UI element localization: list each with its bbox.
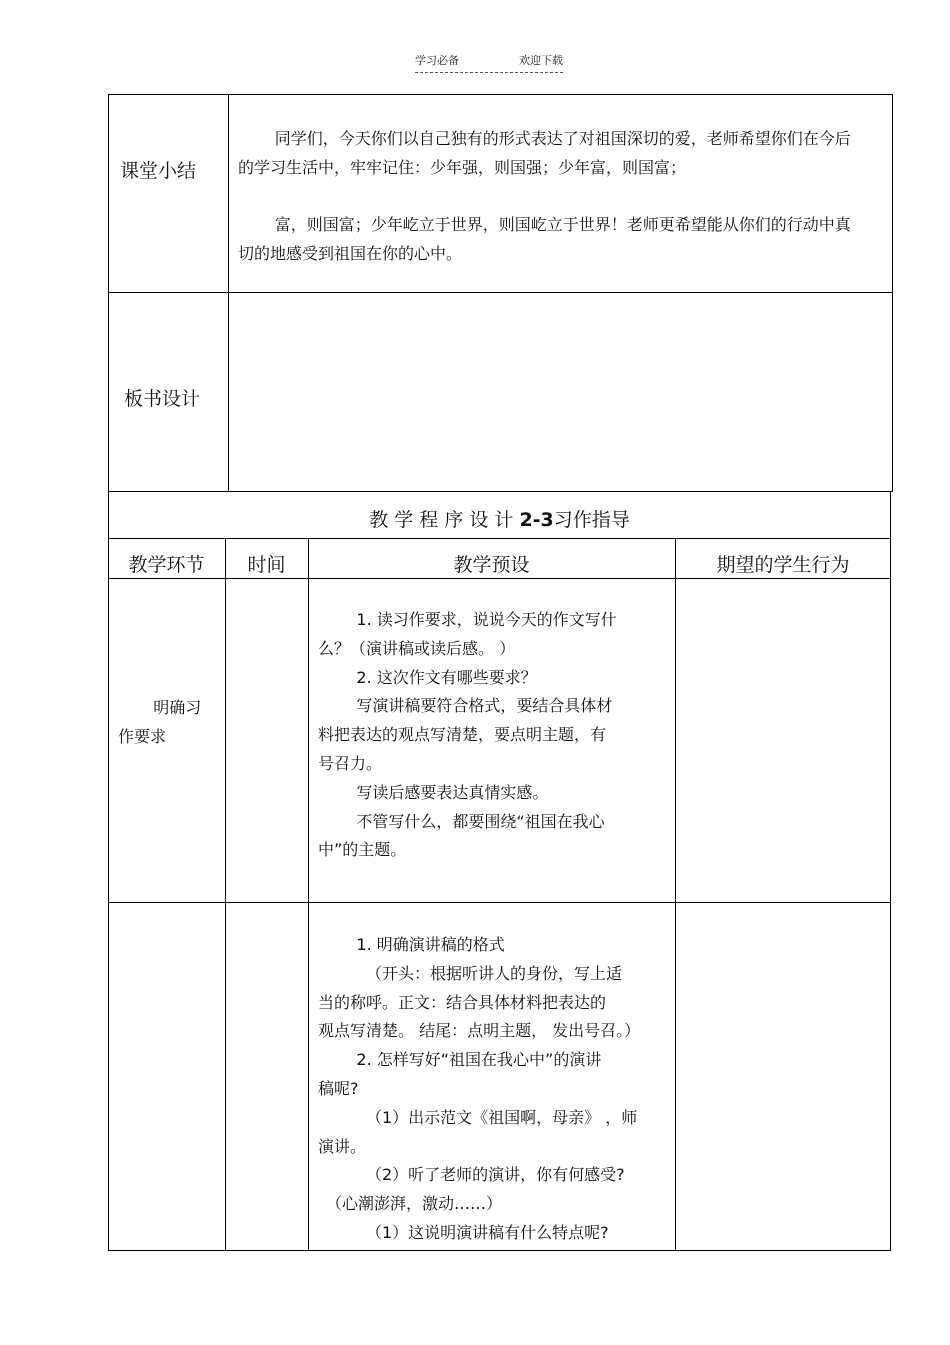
section-title	[108, 505, 891, 532]
row2-plan	[318, 931, 673, 1248]
column-header-plan: 教学预设	[453, 554, 530, 576]
summary-text	[238, 124, 852, 268]
row1-line: 2. 这次作文有哪些要求？	[356, 667, 537, 687]
header-left-text: 学习必备	[415, 54, 459, 67]
col-divider-3	[675, 538, 676, 1251]
header-row-divider	[108, 578, 891, 579]
row1-line: 号召力。	[318, 753, 383, 773]
board-label: 板书设计	[124, 388, 201, 410]
col-divider-2	[308, 538, 309, 1251]
row1-line: 1. 读习作要求，说说今天的作文写什	[356, 610, 617, 629]
row2-line: 演讲。	[318, 1136, 367, 1156]
row1-stage-line-2: 作要求	[118, 726, 167, 746]
section-title-number: 2-3	[519, 509, 554, 531]
row2-line: （1）出示范文《祖国啊，母亲》 ，师	[366, 1107, 638, 1127]
page-header	[415, 52, 563, 73]
summary-paragraph-2: 富，则国富；少年屹立于世界，则国屹立于世界！老师更希望能从你们的行动中真切的地感受到祖国在你的心中。	[238, 215, 851, 263]
column-header-time: 时间	[247, 554, 286, 576]
summary-label: 课堂小结	[120, 160, 197, 182]
row1-line: 写演讲稿要符合格式，要结合具体材	[356, 696, 613, 716]
row2-line: 当的称呼。正文：结合具体材料把表达的	[318, 992, 607, 1012]
row1-stage-line-1: 明确习	[153, 698, 202, 717]
row2-line: 稿呢?	[318, 1078, 359, 1098]
section-title-spaced: 教 学 程 序 设 计	[369, 509, 514, 531]
row2-line: （开头：根据听讲人的身份，写上适	[366, 963, 623, 983]
summary-paragraph-1: 同学们，今天你们以自己独有的形式表达了对祖国深切的爱，老师希望你们在今后的学习生活中，牢牢记住：少年强，则国强；少年富，则国富；	[238, 129, 851, 177]
row2-line: （1）这说明演讲稿有什么特点呢?	[366, 1222, 609, 1242]
row1-plan	[318, 606, 673, 865]
row1-line: 写读后感要表达真情实感。	[356, 782, 549, 802]
row2-line: 2. 怎样写好“祖国在我心中”的演讲	[356, 1050, 602, 1070]
row1-divider	[108, 902, 891, 903]
row2-line: 观点写清楚。 结尾：点明主题， 发出号召。）	[318, 1021, 641, 1041]
row1-line: 料把表达的观点写清楚，要点明主题，有	[318, 725, 607, 745]
column-header-behavior: 期望的学生行为	[716, 554, 850, 576]
summary-divider	[228, 94, 229, 492]
section-title-rest: 习作指导	[553, 509, 630, 531]
row1-stage	[118, 694, 218, 752]
row1-line: 么？（演讲稿或读后感。 ）	[318, 638, 516, 658]
row2-line: （心潮澎湃，激动……）	[326, 1194, 503, 1214]
row2-line: （2）听了老师的演讲，你有何感受?	[366, 1165, 625, 1185]
column-header-stage: 教学环节	[128, 554, 205, 576]
col-divider-1	[225, 538, 226, 1251]
summary-row-divider	[108, 292, 893, 293]
row2-line: 1. 明确演讲稿的格式	[356, 935, 505, 954]
header-right-text: 欢迎下载	[519, 54, 563, 67]
row1-line: 中”的主题。	[318, 840, 407, 860]
row1-line: 不管写什么，都要围绕“祖国在我心	[356, 811, 605, 831]
